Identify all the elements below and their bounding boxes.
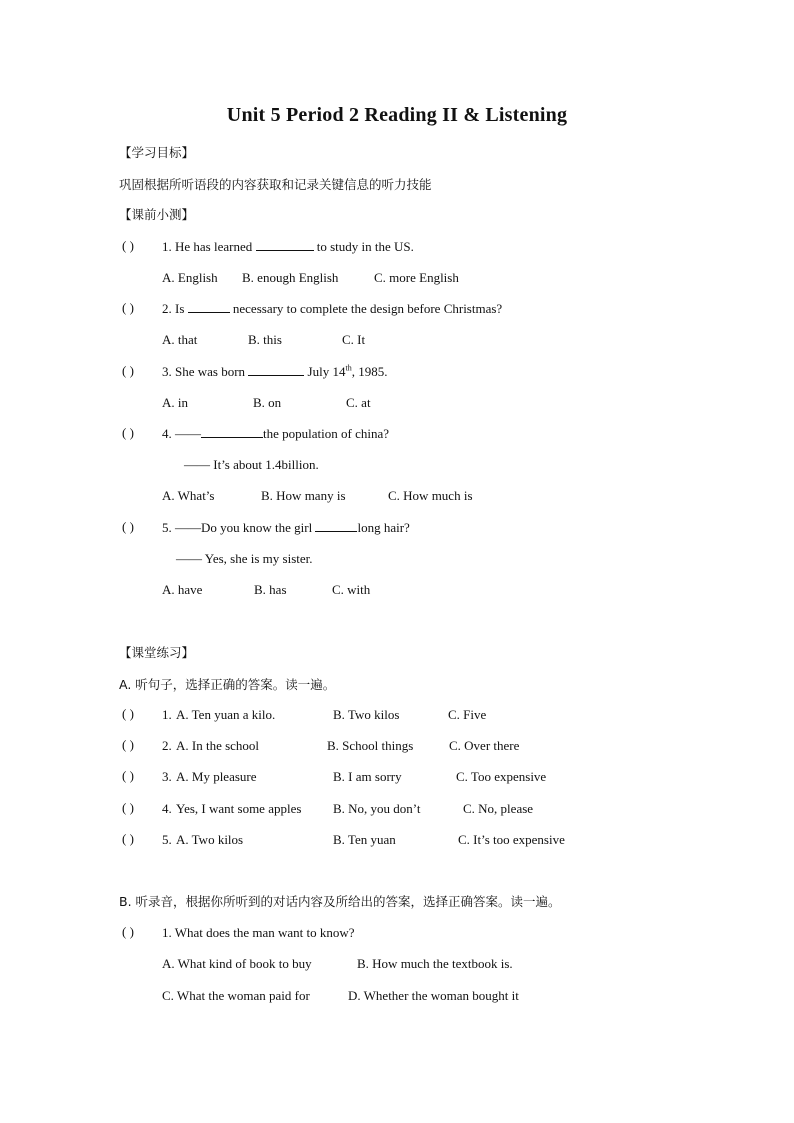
answer-paren[interactable]: ( ): [122, 238, 134, 253]
section-heading-goals: 【学习目标】: [119, 145, 195, 160]
option-a: A. that: [162, 332, 198, 347]
listening-item-number: 5.: [162, 832, 172, 847]
reply-text: —— Yes, she is my sister.: [176, 551, 313, 566]
section-heading-practice: 【课堂练习】: [119, 645, 195, 660]
listening-item-number: 3.: [162, 769, 172, 784]
question-5: [162, 519, 410, 537]
question-4: [162, 425, 389, 443]
part-b-instruction: B. 听录音，根据你所听到的对话内容及所给出的答案，选择正确答案。读一遍。: [119, 894, 561, 909]
option-a: A. My pleasure: [176, 769, 257, 784]
option-b: B. on: [253, 395, 282, 410]
question-1: [162, 238, 414, 256]
option-a: A. have: [162, 582, 203, 597]
reply-text: —— It’s about 1.4billion.: [184, 457, 319, 472]
part-a-instruction: A. 听句子，选择正确的答案。读一遍。: [119, 677, 336, 692]
option-c: C. with: [332, 582, 371, 597]
option-c: C. It’s too expensive: [458, 832, 565, 847]
option-c: C. more English: [374, 270, 459, 285]
option-c: C. No, please: [463, 801, 534, 816]
option-a: Yes, I want some apples: [176, 801, 302, 816]
option-a: A. What’s: [162, 488, 215, 503]
answer-paren[interactable]: ( ): [122, 363, 134, 378]
option-a: A. What kind of book to buy: [162, 956, 312, 971]
listening-item-number: 4.: [162, 801, 172, 816]
option-a: A. in: [162, 395, 188, 410]
option-c: C. How much is: [388, 488, 473, 503]
answer-paren[interactable]: ( ): [122, 737, 134, 752]
option-b: B. I am sorry: [333, 769, 402, 784]
answer-blank[interactable]: [201, 425, 263, 438]
option-b: B. Two kilos: [333, 707, 400, 722]
answer-paren[interactable]: ( ): [122, 425, 134, 440]
answer-paren[interactable]: ( ): [122, 800, 134, 815]
option-b: B. How many is: [261, 488, 346, 503]
option-b: B. enough English: [242, 270, 339, 285]
answer-paren[interactable]: ( ): [122, 519, 134, 534]
option-c: C. at: [346, 395, 371, 410]
option-c: C. What the woman paid for: [162, 988, 310, 1003]
question-text: to study in the US.: [313, 239, 414, 254]
part-b-question-1: 1. What does the man want to know?: [162, 925, 355, 940]
answer-blank[interactable]: [248, 363, 304, 376]
question-text: July 14: [304, 364, 346, 379]
option-c: C. Too expensive: [456, 769, 547, 784]
answer-blank[interactable]: [315, 519, 357, 532]
listening-item-number: 2.: [162, 738, 172, 753]
option-b: B. this: [248, 332, 282, 347]
question-text: , 1985.: [351, 364, 388, 379]
option-b: B. has: [254, 582, 287, 597]
answer-paren[interactable]: ( ): [122, 768, 134, 783]
option-b: B. School things: [327, 738, 414, 753]
answer-paren[interactable]: ( ): [122, 924, 134, 939]
listening-item-number: 1.: [162, 707, 172, 722]
answer-paren[interactable]: ( ): [122, 831, 134, 846]
answer-blank[interactable]: [256, 238, 314, 251]
question-text: 3. She was born: [162, 364, 249, 379]
option-d: D. Whether the woman bought it: [348, 988, 519, 1003]
page-title: Unit 5 Period 2 Reading II & Listening: [226, 104, 568, 126]
question-text: 2. Is: [162, 301, 188, 316]
option-a: A. In the school: [176, 738, 260, 753]
option-b: B. Ten yuan: [333, 832, 396, 847]
question-text: 1. He has learned: [162, 239, 256, 254]
question-2: [162, 300, 502, 318]
question-text: 4. ——: [162, 426, 201, 441]
question-text: 5. ——Do you know the girl: [162, 520, 316, 535]
answer-paren[interactable]: ( ): [122, 300, 134, 315]
goals-text: 巩固根据所听语段的内容获取和记录关键信息的听力技能: [119, 177, 432, 192]
section-heading-pretest: 【课前小测】: [119, 207, 195, 222]
option-c: C. Over there: [449, 738, 520, 753]
option-a: A. English: [162, 270, 218, 285]
answer-blank[interactable]: [188, 300, 230, 313]
question-text: long hair?: [357, 520, 410, 535]
question-text: necessary to complete the design before Christmas?: [229, 301, 503, 316]
question-3: [162, 363, 387, 381]
option-c: C. Five: [448, 707, 487, 722]
option-c: C. It: [342, 332, 366, 347]
option-b: B. How much the textbook is.: [357, 956, 513, 971]
option-b: B. No, you don’t: [333, 801, 421, 816]
ordinal-suffix: th: [345, 363, 352, 373]
option-a: A. Ten yuan a kilo.: [176, 707, 276, 722]
option-a: A. Two kilos: [176, 832, 244, 847]
answer-paren[interactable]: ( ): [122, 706, 134, 721]
question-text: the population of china?: [263, 426, 389, 441]
